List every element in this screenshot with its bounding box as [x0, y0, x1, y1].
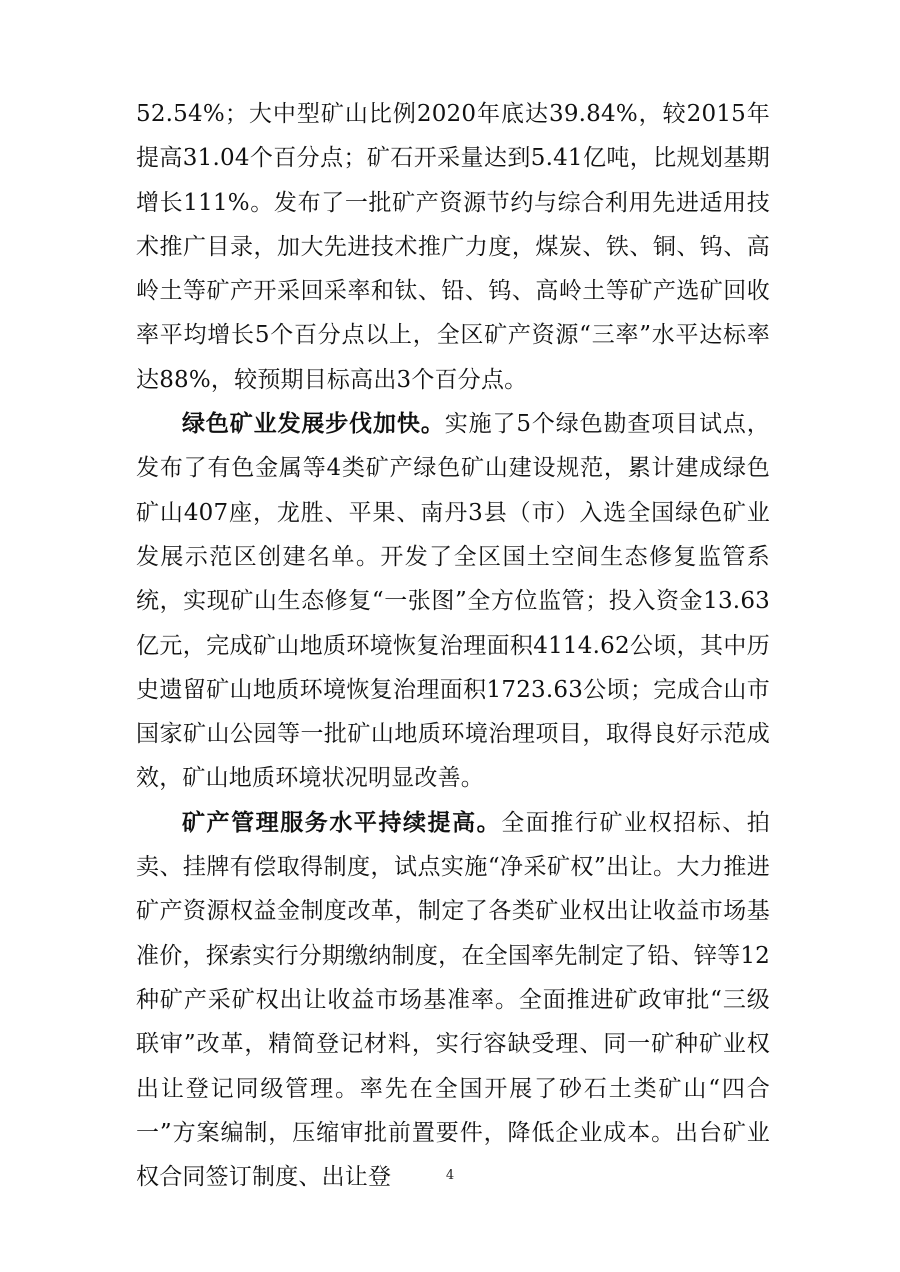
document-page [136, 92, 770, 1199]
paragraph-3-lead: 矿产管理服务水平持续提高。 [182, 808, 502, 836]
paragraph-1-text: 52.54%；大中型矿山比例2020年底达39.84%，较2015年提高31.04个百分点；矿石开采量达到5.41亿吨，比规划基期增长111%。发布了一批矿产资源节约与综合利用先进适用技术推广目录，加大先进技术推广力度，煤炭、铁、铜、钨、高岭土等矿产开采回采率和钛、铅、钨、高岭土等矿产选矿回收率平均增长5个百分点以上，全区矿产资源“三率”水平达标率达88%，较预期目标高出3个百分点。 [136, 101, 770, 393]
paragraph-3-text: 全面推行矿业权招标、拍卖、挂牌有偿取得制度，试点实施“净采矿权”出让。大力推进矿产资源权益金制度改革，制定了各类矿业权出让收益市场基准价，探索实行分期缴纳制度，在全国率先制定了铅、锌等12种矿产采矿权出让收益市场基准率。全面推进矿政审批“三级联审”改革，精简登记材料，实行容缺受理、同一矿种矿业权出让登记同级管理。率先在全国开展了砂石土类矿山“四合一”方案编制，压缩审批前置要件，降低企业成本。出台矿业权合同签订制度、出让登 [136, 809, 770, 1191]
paragraph-2-text: 实施了5个绿色勘查项目试点，发布了有色金属等4类矿产绿色矿山建设规范，累计建成绿色矿山407座，龙胜、平果、南丹3县（市）入选全国绿色矿业发展示范区创建名单。开发了全区国土空间生态修复监管系统，实现矿山生态修复“一张图”全方位监管；投入资金13.63亿元，完成矿山地质环境恢复治理面积4114.62公顷，其中历史遗留矿山地质环境恢复治理面积1723.63公顷；完成合山市国家矿山公园等一批矿山地质环境治理项目，取得良好示范成效，矿山地质环境状况明显改善。 [136, 411, 770, 792]
page-number: 4 [445, 1168, 455, 1183]
paragraph-2 [136, 402, 770, 801]
paragraph-2-lead: 绿色矿业发展步伐加快。 [182, 410, 445, 438]
paragraph-1 [136, 92, 770, 402]
paragraph-3 [136, 801, 770, 1200]
